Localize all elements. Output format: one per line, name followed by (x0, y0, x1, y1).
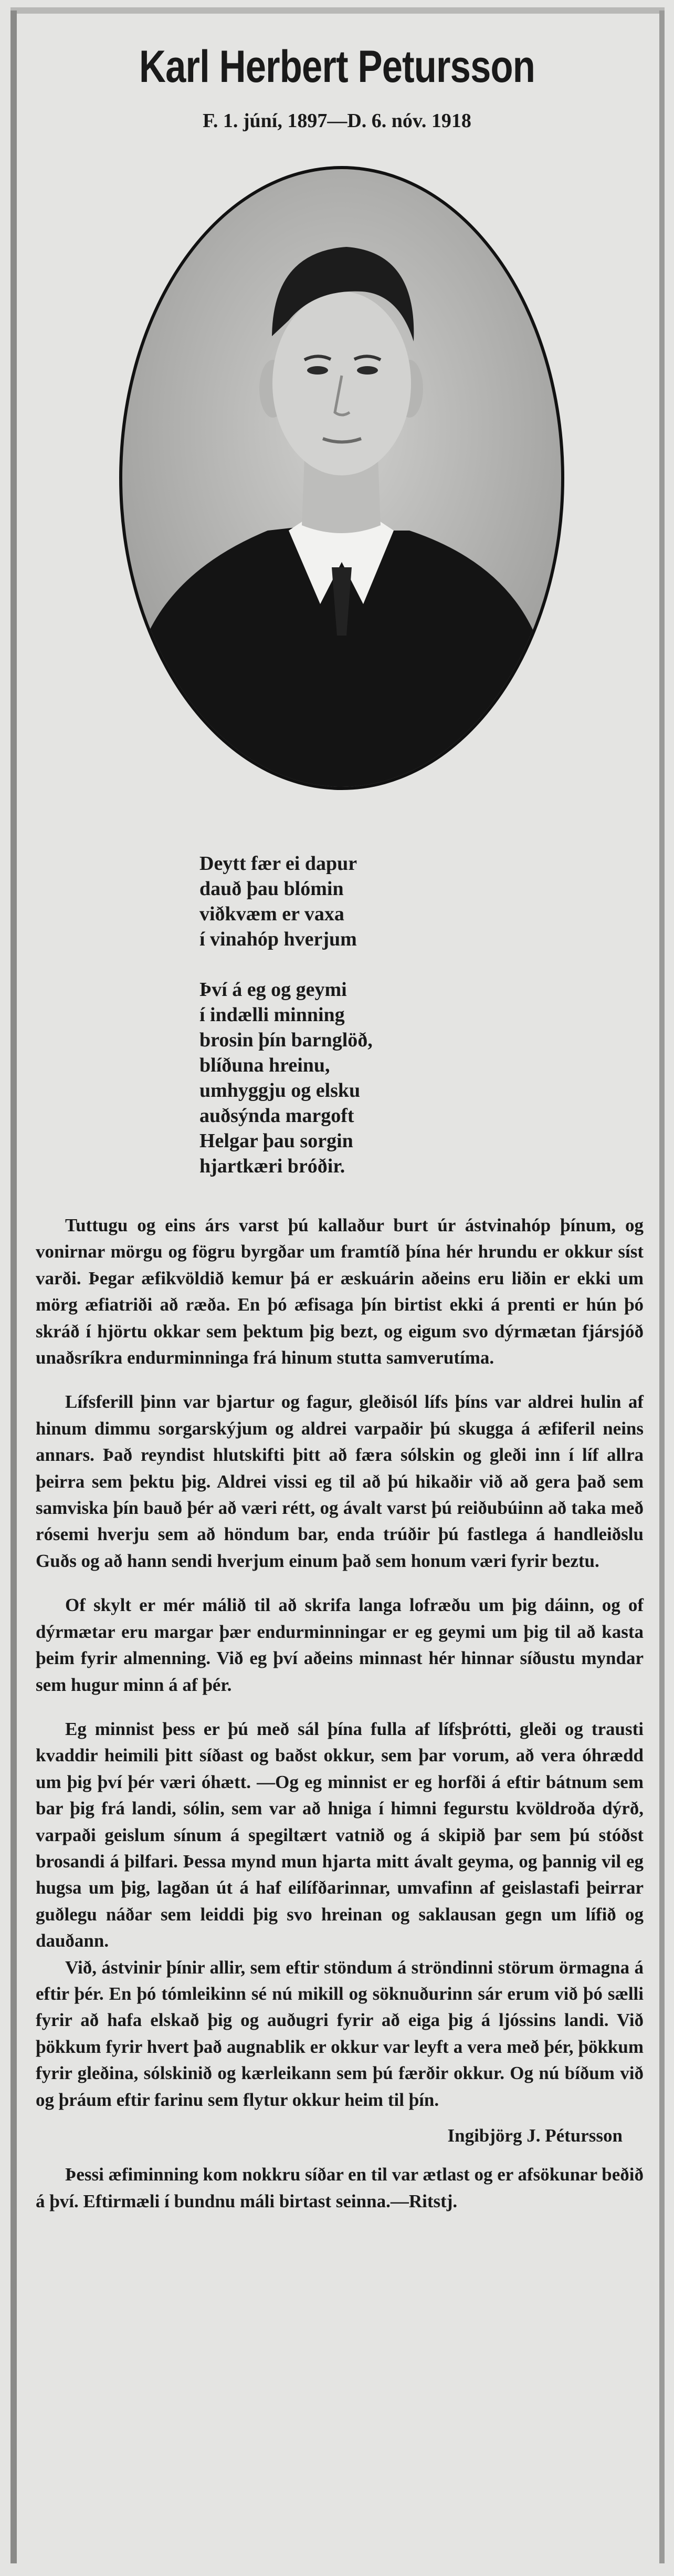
page-border-left (10, 11, 17, 2563)
poem-line: dauð þau blómin (199, 878, 344, 900)
poem-line: auðsýnda margoft (199, 1105, 354, 1127)
obituary-title: Karl Herbert Petursson (139, 41, 535, 92)
obituary-text (36, 1212, 644, 2215)
paragraph: Lífsferill þinn var bjartur og fagur, gleðisól lífs þíns var aldrei hulin af hinum dimmu sorgarskýjum og aldrei varpaðir þú skugga á æfiferil neins annars. Það reyndist hlutskifti þitt að færa sólskin og gleði inn í líf allra þeirra sem þektu þig. Aldrei vissi eg til að þú hikaðir við að gera það sem samviska þín bauð þér að væri rétt, og ávalt varst þú reiðubúinn að taka með rósemi hverju sem að höndum bar, enda trúðir þú fastlega á handleiðslu Guðs og að hann sendi hverjum einum það sem honum væri fyrir beztu. (36, 1391, 644, 1571)
poem-line: umhyggju og elsku (199, 1079, 361, 1102)
poem-line: Helgar þau sorgin (199, 1130, 353, 1152)
paragraph: Við, ástvinir þínir allir, sem eftir stöndum á ströndinni störum örmagna á eftir þér. En þó tómleikinn sé nú mikill og söknuðurinn sár erum við þó sælli fyrir að hafa elskað þig og auðugri fyrir að eiga þig á ljóssins landi. Við þökkum fyrir hvert það augnablik er okkur var leyft a vera með þér, þökkum fyrir gleðina, sólskinið og kærleikann sem þú færðir okkur. Og nú bíðum við og þráum eftir farinu sem flytur okkur heim til þín. (36, 1957, 644, 2110)
poem-line: Deytt fær ei dapur (199, 853, 357, 875)
paragraph: Of skylt er mér málið til að skrifa langa lofræðu um þig dáinn, og of dýrmætar eru margar þær endurminningar er eg geymi um þig til að kasta þeim fyrir almenning. Við eg því aðeins minnast hér hinnar síðustu myndar sem hugur minn á af þér. (36, 1595, 644, 1695)
paragraph: Tuttugu og eins árs varst þú kallaður burt úr ástvinahóp þínum, og vonirnar mörgu og fögru byrgðar um framtíð þína hér hrundu er okkur síst varði. Þegar æfikvöldið kemur þá er æskuárin aðeins eru liðin er ekki um mörg æfiatriði að ræða. En þó æfisaga þín birtist ekki á prenti er hún þó skráð í hjörtu okkar sem þektum þig bezt, og eigum svo dýrmætan fjársjóð unaðsríkra endurminninga frá hinum stutta samverutíma. (36, 1215, 644, 1368)
poem-line: í vinahóp hverjum (199, 928, 357, 950)
poem-stanza-2 (199, 977, 514, 1179)
portrait-photo (115, 163, 568, 793)
poem (199, 851, 514, 1204)
poem-stanza-1 (199, 851, 514, 952)
poem-line: blíðuna hreinu, (199, 1054, 330, 1076)
page-border-top (10, 7, 665, 14)
poem-line: viðkvæm er vaxa (199, 903, 344, 925)
editor-note: Þessi æfiminning kom nokkru síðar en til var ætlast og er afsökunar beðið á því. Eftirmæli í bundnu máli birtast seinna.—Ritstj. (36, 2164, 644, 2211)
page-border-right (659, 11, 665, 2563)
poem-line: Því á eg og geymi (199, 979, 347, 1001)
poem-line: í indælli minning (199, 1004, 345, 1026)
poem-line: brosin þín barnglöð, (199, 1029, 373, 1051)
author-signature: Ingibjörg J. Pétursson (447, 2125, 623, 2146)
poem-line: hjartkæri bróðir. (199, 1155, 345, 1177)
birth-death-dates: F. 1. júní, 1897—D. 6. nóv. 1918 (203, 110, 471, 132)
paragraph: Eg minnist þess er þú með sál þína fulla af lífsþrótti, gleði og trausti kvaddir heimili þitt síðast og baðst okkur, sem þar vorum, að vera óhrædd um þig því þér væri óhætt. —Og eg minnist er eg horfði á eftir bátnum sem bar þig frá landi, sólin, sem var að hniga í himni fegurstu kvöldroða dýrð, varpaði geislum sínum á spegiltært vatnið og á skipið þar sem þú stóðst brosandi á þilfari. Þessa mynd mun hjarta mitt ávalt geyma, og þannig vil eg hugsa um þig, lagðan út á haf eilífðarinnar, umvafinn af geislastafi þeirrar guðlegu náðar sem leiddi þig svo hreinan og saklausan gegn um lífið og dauðann. (36, 1718, 644, 1951)
